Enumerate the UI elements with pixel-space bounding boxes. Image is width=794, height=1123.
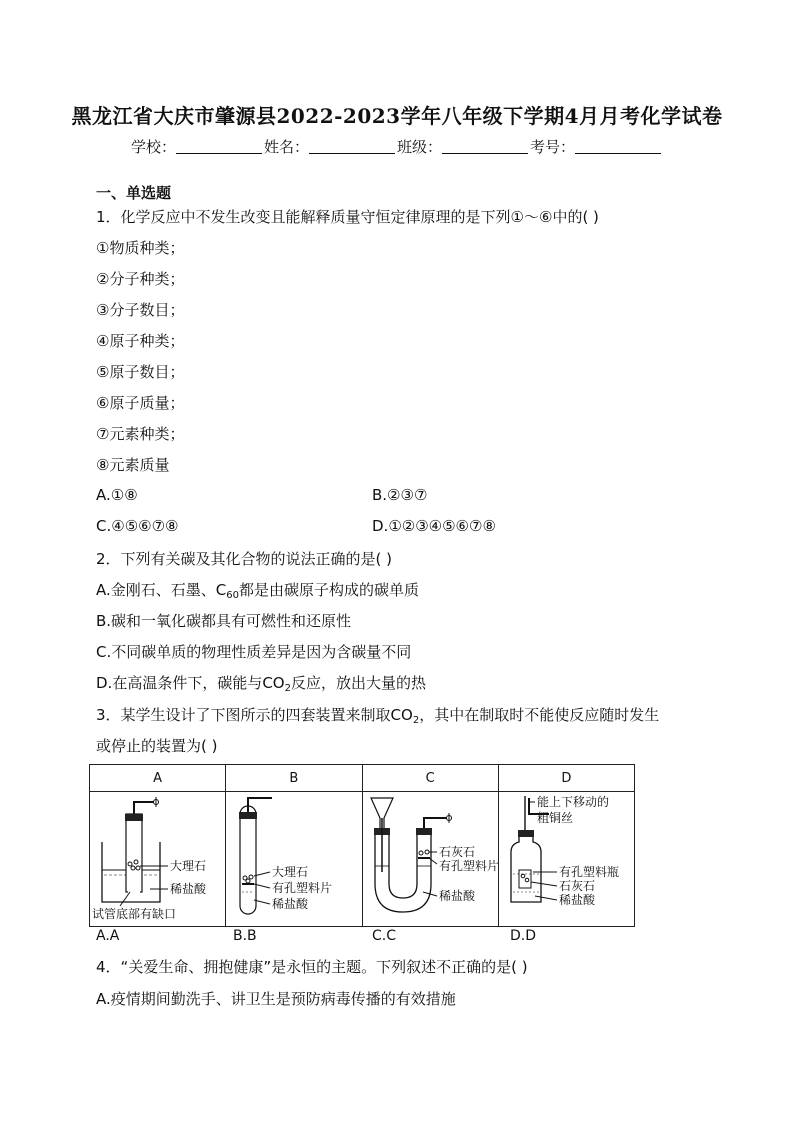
q1-stem: 1．化学反应中不发生改变且能解释质量守恒定律原理的是下列①～⑥中的( ) bbox=[96, 208, 599, 226]
q2-option-a[interactable] bbox=[96, 579, 419, 600]
apparatus-d-label: 稀盐酸 bbox=[558, 893, 595, 907]
name-label: 姓名： bbox=[263, 138, 309, 156]
q4-stem: 4．“关爱生命、拥抱健康”是永恒的主题。下列叙述不正确的是( ) bbox=[96, 958, 528, 976]
apparatus-b-diagram bbox=[226, 792, 361, 926]
q1-item: ⑤原子数目； bbox=[96, 363, 185, 381]
apparatus-d-label: 有孔塑料瓶 bbox=[558, 865, 619, 879]
apparatus-a-cell bbox=[90, 792, 226, 927]
q3-option-c[interactable]: C.C bbox=[372, 928, 397, 944]
school-label: 学校： bbox=[130, 138, 176, 156]
q2-option-d[interactable] bbox=[96, 672, 426, 693]
q2-option-d-text: 反应，放出大量的热 bbox=[290, 674, 426, 692]
apparatus-a-label: 稀盐酸 bbox=[170, 882, 207, 896]
apparatus-b-label: 有孔塑料片 bbox=[272, 881, 333, 895]
q1-option-d[interactable]: D.①②③④⑤⑥⑦⑧ bbox=[372, 517, 496, 535]
q3-option-b[interactable]: B.B bbox=[233, 928, 257, 944]
header-d: D bbox=[498, 765, 634, 792]
q2-option-a-text: 都是由碳原子构成的碳单质 bbox=[238, 581, 419, 599]
name-blank[interactable] bbox=[309, 139, 395, 154]
q2-option-d-text: D.在高温条件下，碳能与CO bbox=[96, 674, 285, 692]
q4-option-a[interactable]: A.疫情期间勤洗手、讲卫生是预防病毒传播的有效措施 bbox=[96, 990, 456, 1008]
header-a: A bbox=[90, 765, 226, 792]
apparatus-b-label: 大理石 bbox=[272, 865, 309, 879]
id-blank[interactable] bbox=[575, 139, 661, 154]
apparatus-c-diagram bbox=[363, 792, 503, 926]
class-label: 班级： bbox=[397, 138, 443, 156]
header-c: C bbox=[362, 765, 498, 792]
subscript: 2 bbox=[412, 715, 420, 726]
apparatus-b-cell bbox=[226, 792, 362, 927]
q2-option-c[interactable]: C.不同碳单质的物理性质差异是因为含碳量不同 bbox=[96, 643, 412, 661]
apparatus-c-label: 稀盐酸 bbox=[438, 889, 475, 903]
apparatus-a-label: 大理石 bbox=[170, 859, 207, 873]
apparatus-a-label: 试管底部有缺口 bbox=[92, 907, 177, 921]
q3-option-d[interactable]: D.D bbox=[510, 928, 537, 944]
q1-option-c[interactable]: C.④⑤⑥⑦⑧ bbox=[96, 517, 179, 535]
apparatus-table bbox=[89, 764, 635, 926]
q3-option-a[interactable]: A.A bbox=[96, 928, 120, 944]
q1-item: ③分子数目； bbox=[96, 301, 185, 319]
q2-stem: 2．下列有关碳及其化合物的说法正确的是( ) bbox=[96, 550, 393, 568]
q1-item: ⑦元素种类； bbox=[96, 425, 185, 443]
q1-item: ④原子种类； bbox=[96, 332, 185, 350]
q1-item: ②分子种类； bbox=[96, 270, 185, 288]
apparatus-a-diagram bbox=[90, 792, 225, 926]
apparatus-c-cell bbox=[362, 792, 498, 927]
apparatus-d-diagram bbox=[499, 792, 635, 926]
student-info-line bbox=[0, 136, 794, 157]
q3-stem-line2: 或停止的装置为( ) bbox=[96, 737, 218, 755]
apparatus-b-label: 稀盐酸 bbox=[272, 897, 309, 911]
school-blank[interactable] bbox=[176, 139, 262, 154]
apparatus-d-label: 粗铜丝 bbox=[536, 811, 573, 825]
q3-stem bbox=[96, 704, 659, 725]
apparatus-c-label: 石灰石 bbox=[438, 845, 475, 859]
q3-stem-text: ，其中在制取时不能使反应随时发生 bbox=[419, 706, 660, 724]
subscript: 60 bbox=[226, 590, 239, 601]
q1-item: ⑥原子质量； bbox=[96, 394, 185, 412]
id-label: 考号： bbox=[530, 138, 576, 156]
q1-item: ①物质种类； bbox=[96, 239, 185, 257]
exam-title: 黑龙江省大庆市肇源县2022-2023学年八年级下学期4月月考化学试卷 bbox=[71, 104, 723, 128]
class-blank[interactable] bbox=[442, 139, 528, 154]
q2-option-b[interactable]: B.碳和一氧化碳都具有可燃性和还原性 bbox=[96, 612, 352, 630]
q3-stem-text: 3．某学生设计了下图所示的四套装置来制取CO bbox=[96, 706, 413, 724]
subscript: 2 bbox=[284, 683, 291, 694]
q1-option-b[interactable]: B.②③⑦ bbox=[372, 486, 428, 504]
apparatus-d-label: 能上下移动的 bbox=[536, 795, 609, 809]
apparatus-c-label: 有孔塑料片 bbox=[438, 859, 499, 873]
q2-option-a-text: A.金刚石、石墨、C bbox=[96, 581, 227, 599]
apparatus-d-label: 石灰石 bbox=[558, 879, 595, 893]
section-heading: 一、单选题 bbox=[96, 184, 172, 202]
apparatus-d-cell bbox=[498, 792, 634, 927]
header-b: B bbox=[226, 765, 362, 792]
q1-option-a[interactable]: A.①⑧ bbox=[96, 486, 138, 504]
q1-item: ⑧元素质量 bbox=[96, 456, 170, 474]
